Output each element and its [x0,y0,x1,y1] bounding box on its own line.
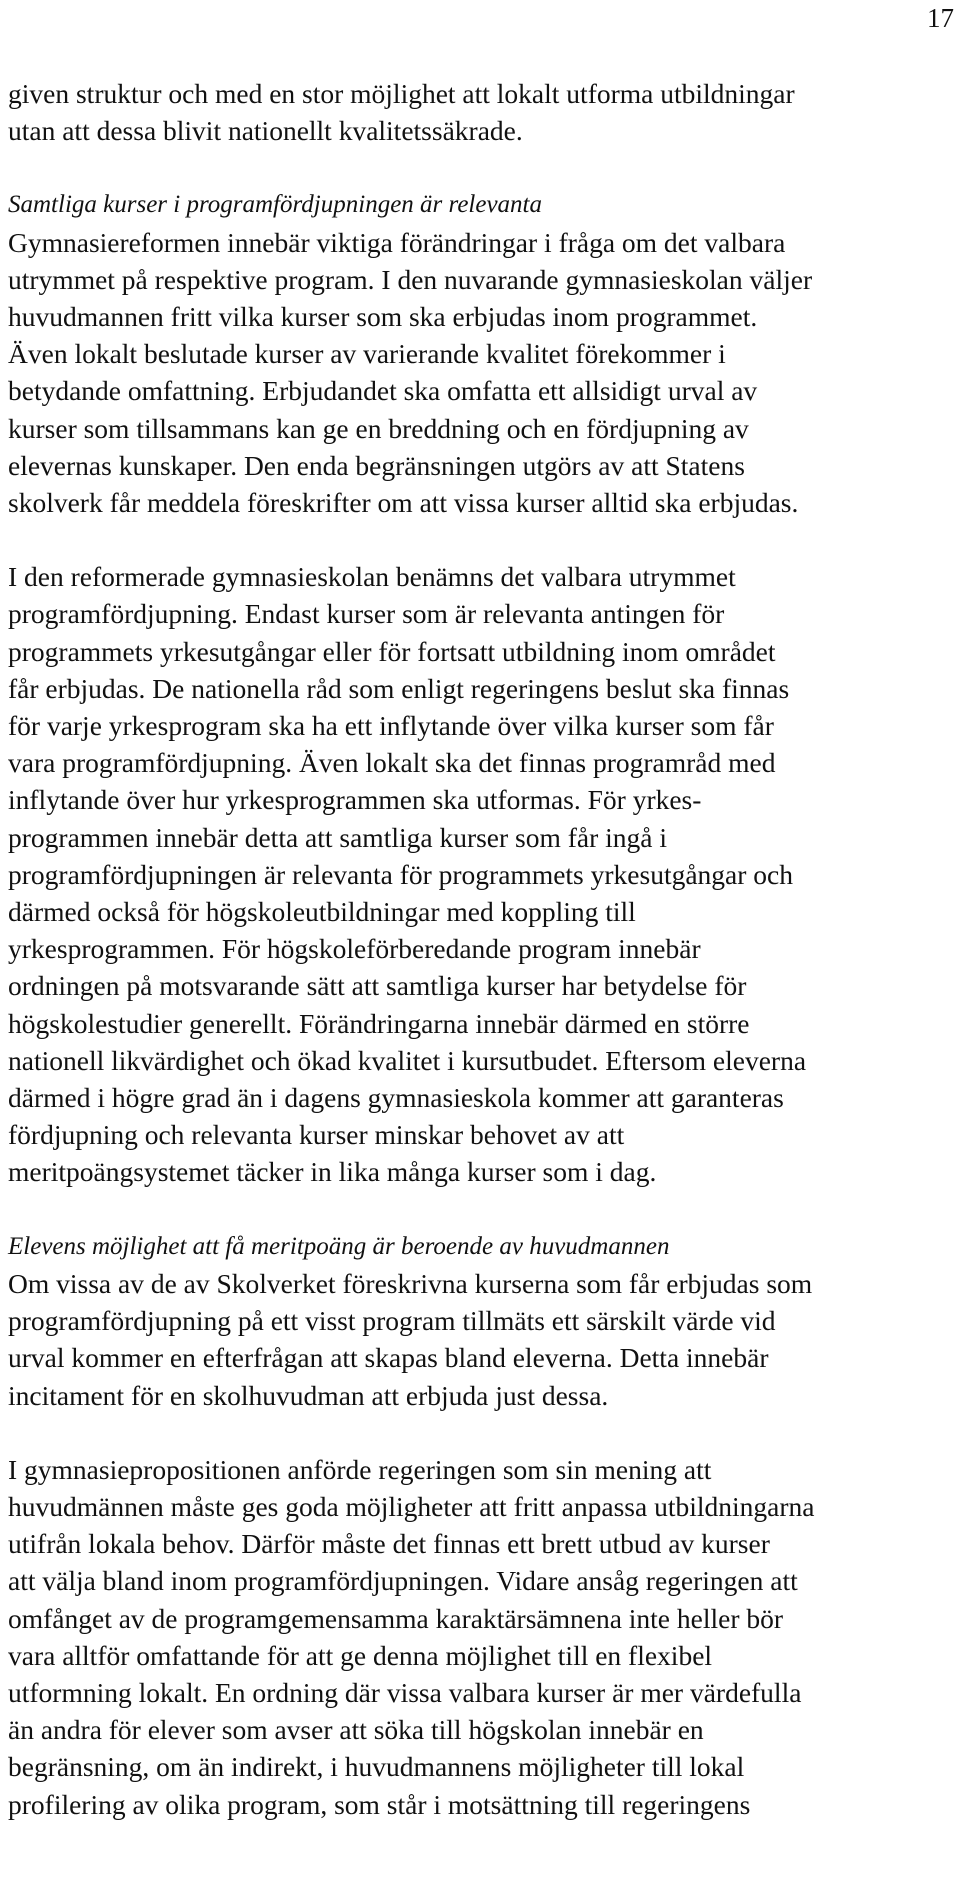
paragraph-merit-demand: Om vissa av de av Skolverket föreskrivna kurserna som får erbjudas som programfördjupning på ett visst program tillmäts ett särskilt värde vid urval kommer en efterfrågan att skapas bland eleverna. Detta innebär incitament för en skolhuvudman att erbjuda just dessa. [8,1267,813,1411]
section-heading-merit-points: Elevens möjlighet att få meritpoäng är beroende av huvudmannen [8,1232,670,1260]
section-heading-relevant-courses: Samtliga kurser i programfördjupningen är relevanta [8,191,542,219]
paragraph-program-deepening: I den reformerade gymnasieskolan benämns det valbara utrymmet programfördjupning. Endast kurser som är relevanta antingen för programmets yrkesutgångar eller för fortsatt utbildning inom området får erbjudas. De nationella råd som enligt regeringens beslut ska finnas för varje yrkesprogram ska ha ett inflytande över vilka kurser som får vara programfördjupning. Även lokalt ska det finnas programråd med inflytande över hur yrkesprogrammen ska utformas. För yrkes- programmen innebär detta att samtliga kurser som får ingå i programfördjupningen är relevanta för programmets yrkesutgångar och därmed också för högskoleutbildningar med koppling till yrkesprogrammen. För högskoleförberedande program innebär ordningen på motsvarande sätt att samtliga kurser har betydelse för högskolestudier generellt. Förändringarna innebär därmed en större nationell likvärdighet och ökad kvalitet i kursutbudet. Eftersom eleverna därmed i högre grad än i dagens gymnasieskola kommer att garanteras fördjupning och relevanta kurser minskar behovet av att meritpoängsystemet täcker in lika många kurser som i dag. [8,561,807,1188]
paragraph-continuation: given struktur och med en stor möjlighet att lokalt utforma utbildningar utan att dessa blivit nationellt kvalitetssäkrade. [8,78,795,147]
paragraph-gap [8,149,953,186]
paragraph-gap [8,1414,953,1451]
document-body [8,75,953,1823]
paragraph-gap [8,521,953,558]
paragraph-gap [8,1191,953,1228]
page-number: 17 [927,3,954,33]
paragraph-reform-changes: Gymnasiereformen innebär viktiga förändringar i fråga om det valbara utrymmet på respektive program. I den nuvarande gymnasieskolan väljer huvudmannen fritt vilka kurser som ska erbjudas inom programmet. Även lokalt beslutade kurser av varierande kvalitet förekommer i betydande omfattning. Erbjudandet ska omfatta ett allsidigt urval av kurser som tillsammans kan ge en breddning och en fördjupning av elevernas kunskaper. Den enda begränsningen utgörs av att Statens skolverk får meddela föreskrifter om att vissa kurser alltid ska erbjudas. [8,226,813,519]
paragraph-government-bill: I gymnasiepropositionen anförde regeringen som sin mening att huvudmännen måste ges goda möjligheter att fritt anpassa utbildningarna utifrån lokala behov. Därför måste det finnas ett brett utbud av kurser att välja bland inom programfördjupningen. Vidare ansåg regeringen att omfånget av de programgemensamma karaktärsämnena inte heller bör vara alltför omfattande för att ge denna möjlighet till en flexibel utformning lokalt. En ordning där vissa valbara kurser är mer värdefulla än andra för elever som avser att söka till högskolan innebär en begränsning, om än indirekt, i huvudmannens möjligheter till lokal profilering av olika program, som står i motsättning till regeringens [8,1453,815,1820]
